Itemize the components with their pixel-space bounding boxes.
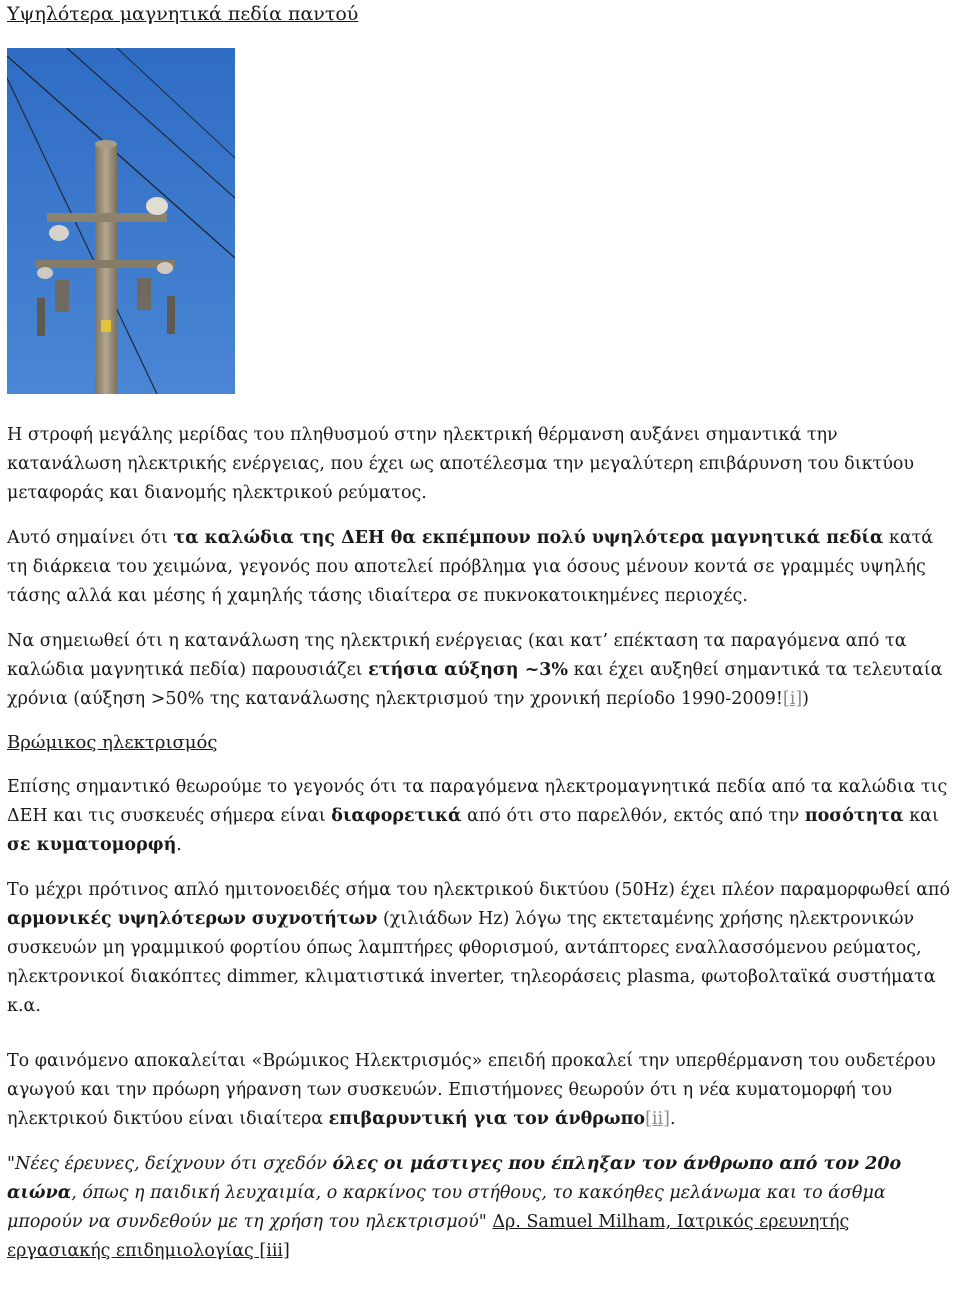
author-link[interactable]: Δρ. Samuel Milham, Ιατρικός ερευνητής εργασιακής επιδημιολογίας [iii]	[7, 1212, 850, 1261]
text: , όπως η παιδική λευχαιμία, ο καρκίνος του στήθους, το κακόηθες μελάνωμα και το άσθμα μπορούν να συνδεθούν με τη χρήση του ηλεκτρισμού"	[7, 1183, 886, 1232]
bold-text: ποσότητα	[804, 806, 904, 826]
text: από ότι στο παρελθόν, εκτός από την	[461, 806, 805, 826]
bold-text: όλες οι μάστιγες που έπληξαν τον άνθρωπο από τον 20ο αιώνα	[7, 1154, 902, 1203]
bold-text: διαφορετικά	[331, 806, 462, 826]
paragraph-cables	[7, 524, 957, 611]
bold-text: τα καλώδια της ΔΕΗ θα εκπέμπουν πολύ υψηλότερα μαγνητικά πεδία	[173, 528, 884, 548]
text: και έχει αυξηθεί σημαντικά τα τελευταία χρόνια (αύξηση >50% της κατανάλωσης ηλεκτρισμού την χρονική περίοδο 1990-2009!	[7, 660, 943, 709]
paragraph-different	[7, 773, 957, 860]
text: κατά τη διάρκεια του χειμώνα, γεγονός που αποτελεί πρόβλημα για όσους μένουν κοντά σε γραμμές υψηλής τάσης αλλά και μέσης ή χαμηλής τάσης ιδιαίτερα σε πυκνοκατοικημένες περιοχές.	[7, 528, 934, 606]
paragraph-dirty-electricity	[7, 1047, 957, 1134]
paragraph-consumption	[7, 627, 957, 714]
section-title-link[interactable]: Βρώμικος ηλεκτρισμός	[7, 732, 218, 753]
text: )	[802, 689, 809, 709]
text: Επίσης σημαντικό θεωρούμε το γεγονός ότι τα παραγόμενα ηλεκτρομαγνητικά πεδία από τα καλώδια τις ΔΕΗ και τις συσκευές σήμερα είναι	[7, 777, 948, 826]
text: Να σημειωθεί ότι η κατανάλωση της ηλεκτρική ενέργειας (και κατ’ επέκταση τα παραγόμενα από τα καλώδια μαγνητικά πεδία) παρουσιάζει	[7, 631, 907, 680]
bold-text: αρμονικές υψηλότερων συχνοτήτων	[7, 909, 378, 929]
text: "Νέες έρευνες, δείχνουν ότι σχεδόν	[7, 1154, 333, 1174]
text: .	[176, 835, 182, 855]
text: Αυτό σημαίνει ότι	[7, 528, 174, 548]
paragraph-quote	[7, 1150, 957, 1266]
paragraph-harmonics	[7, 876, 957, 1021]
bold-text: σε κυματομορφή	[7, 835, 177, 855]
footnote-ref-i[interactable]: [i]	[782, 689, 803, 709]
article	[7, 0, 957, 1266]
footnote-ref-ii[interactable]: [ii]	[645, 1109, 670, 1129]
text: και	[903, 806, 939, 826]
utility-pole-photo	[7, 48, 235, 394]
text: (χιλιάδων Hz) λόγω της εκτεταμένης χρήσης ηλεκτρονικών συσκευών μη γραμμικού φορτίου όπως λαμπτήρες φθορισμού, αντάπτορες εναλλασσόμενου ρεύματος, ηλεκτρονικοί διακόπτες dimmer, κλιματιστικά inverter, τηλεοράσεις plasma, φωτοβολταϊκά συστήματα κ.α.	[7, 909, 936, 1016]
text: Το φαινόμενο αποκαλείται «Βρώμικος Ηλεκτρισμός» επειδή προκαλεί την υπερθέρμανση του ουδετέρου αγωγού και την πρόωρη γήρανση των συσκευών. Επιστήμονες θεωρούν ότι η νέα κυματομορφή του ηλεκτρικού δικτύου είναι ιδιαίτερα	[7, 1051, 936, 1129]
bold-text: ετήσια αύξηση ~3%	[368, 660, 569, 680]
text: .	[669, 1109, 676, 1129]
bold-text: επιβαρυντική για τον άνθρωπο	[328, 1109, 646, 1129]
article-title-link[interactable]: Υψηλότερα μαγνητικά πεδία παντού	[7, 3, 359, 25]
paragraph-heating: Η στροφή μεγάλης μερίδας του πληθυσμού στην ηλεκτρική θέρμανση αυξάνει σημαντικά την κατανάλωση ηλεκτρικής ενέργειας, που έχει ως αποτέλεσμα την μεγαλύτερη επιβάρυνση του δικτύου μεταφοράς και διανομής ηλεκτρικού ρεύματος.	[7, 425, 915, 503]
text: Το μέχρι πρότινος απλό ημιτονοειδές σήμα του ηλεκτρικού δικτύου (50Hz) έχει πλέον παραμορφωθεί από	[7, 880, 951, 900]
